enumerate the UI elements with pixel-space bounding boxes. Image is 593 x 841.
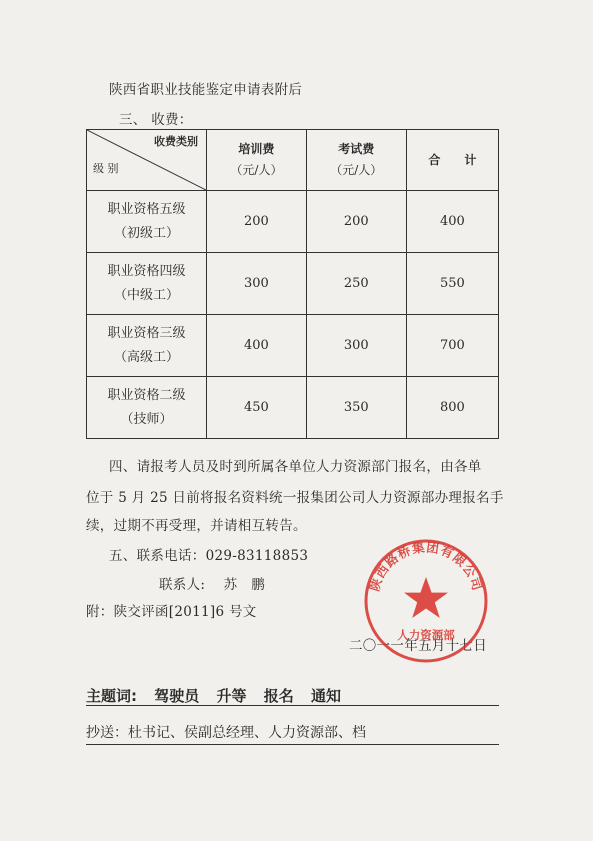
corner-bottom-label: 级 别 [93,162,119,175]
total-fee-cell: 800 [406,377,498,439]
level-grade: （技师） [120,411,173,427]
level-cell [87,253,207,315]
level-grade: （中级工） [113,287,179,303]
col-header-unit: （元/人） [330,163,383,177]
subject-label: 主题词: [86,687,137,705]
subject-word: 驾驶员 [154,687,200,705]
col-header-exam [306,130,406,191]
intro-line: 陕西省职业技能鉴定申请表附后 [109,82,303,98]
col-header-label: 培训费 [238,142,275,156]
subject-word: 通知 [310,687,341,705]
section-three-heading: 三、 收费： [119,112,193,128]
table-row [87,253,499,315]
subject-word: 报名 [263,687,294,705]
col-header-training [207,130,307,191]
level-cell [87,191,207,253]
training-fee-cell: 200 [207,191,307,253]
seal-bottom-text: 人力资源部 [397,628,455,642]
training-fee-cell: 400 [207,315,307,377]
table-row [87,315,499,377]
exam-fee-cell: 250 [306,253,406,315]
cc-line: 抄送：杜书记、侯副总经理、人力资源部、档 [86,722,499,745]
seal-star-icon [404,577,448,618]
level-grade: （初级工） [113,225,179,241]
seal-arc-text: 陕西路桥集团有限公司 [366,539,486,593]
subject-keywords [86,685,499,706]
training-fee-cell: 300 [207,253,307,315]
training-fee-cell: 450 [207,377,307,439]
level-name: 职业资格三级 [107,325,186,341]
exam-fee-cell: 200 [306,191,406,253]
section-four-line-2: 位于 5 月 25 日前将报名资料统一报集团公司人力资源部办理报名手 [86,490,504,506]
col-header-label: 合 计 [428,152,477,167]
section-four-line-3: 续，过期不再受理，并请相互转告。 [86,518,307,534]
table-row [87,191,499,253]
exam-fee-cell: 300 [306,315,406,377]
col-header-unit: （元/人） [230,163,283,177]
table-row [87,377,499,439]
level-cell [87,377,207,439]
corner-top-label: 收费类别 [154,135,198,148]
level-name: 职业资格二级 [107,387,186,403]
fee-table [86,129,499,439]
exam-fee-cell: 350 [306,377,406,439]
contact-person: 联系人: 苏 鹏 [159,577,266,593]
total-fee-cell: 700 [406,315,498,377]
col-header-label: 考试费 [338,142,375,156]
col-header-total [406,130,498,191]
level-name: 职业资格四级 [107,263,186,279]
subject-word: 升等 [216,687,247,705]
official-seal [362,537,490,665]
level-cell [87,315,207,377]
attachment-reference: 附：陕交评函[2011]6 号文 [86,604,257,620]
section-four-line-1: 四、请报考人员及时到所属各单位人力资源部门报名，由各单 [109,459,482,475]
level-grade: （高级工） [113,349,179,365]
total-fee-cell: 550 [406,253,498,315]
contact-phone: 五、联系电话：029-83118853 [109,548,309,564]
total-fee-cell: 400 [406,191,498,253]
issue-date: 二〇一一年五月十七日 [349,638,487,654]
level-name: 职业资格五级 [107,201,186,217]
fee-table-header-row [87,130,499,191]
corner-cell [87,130,207,191]
